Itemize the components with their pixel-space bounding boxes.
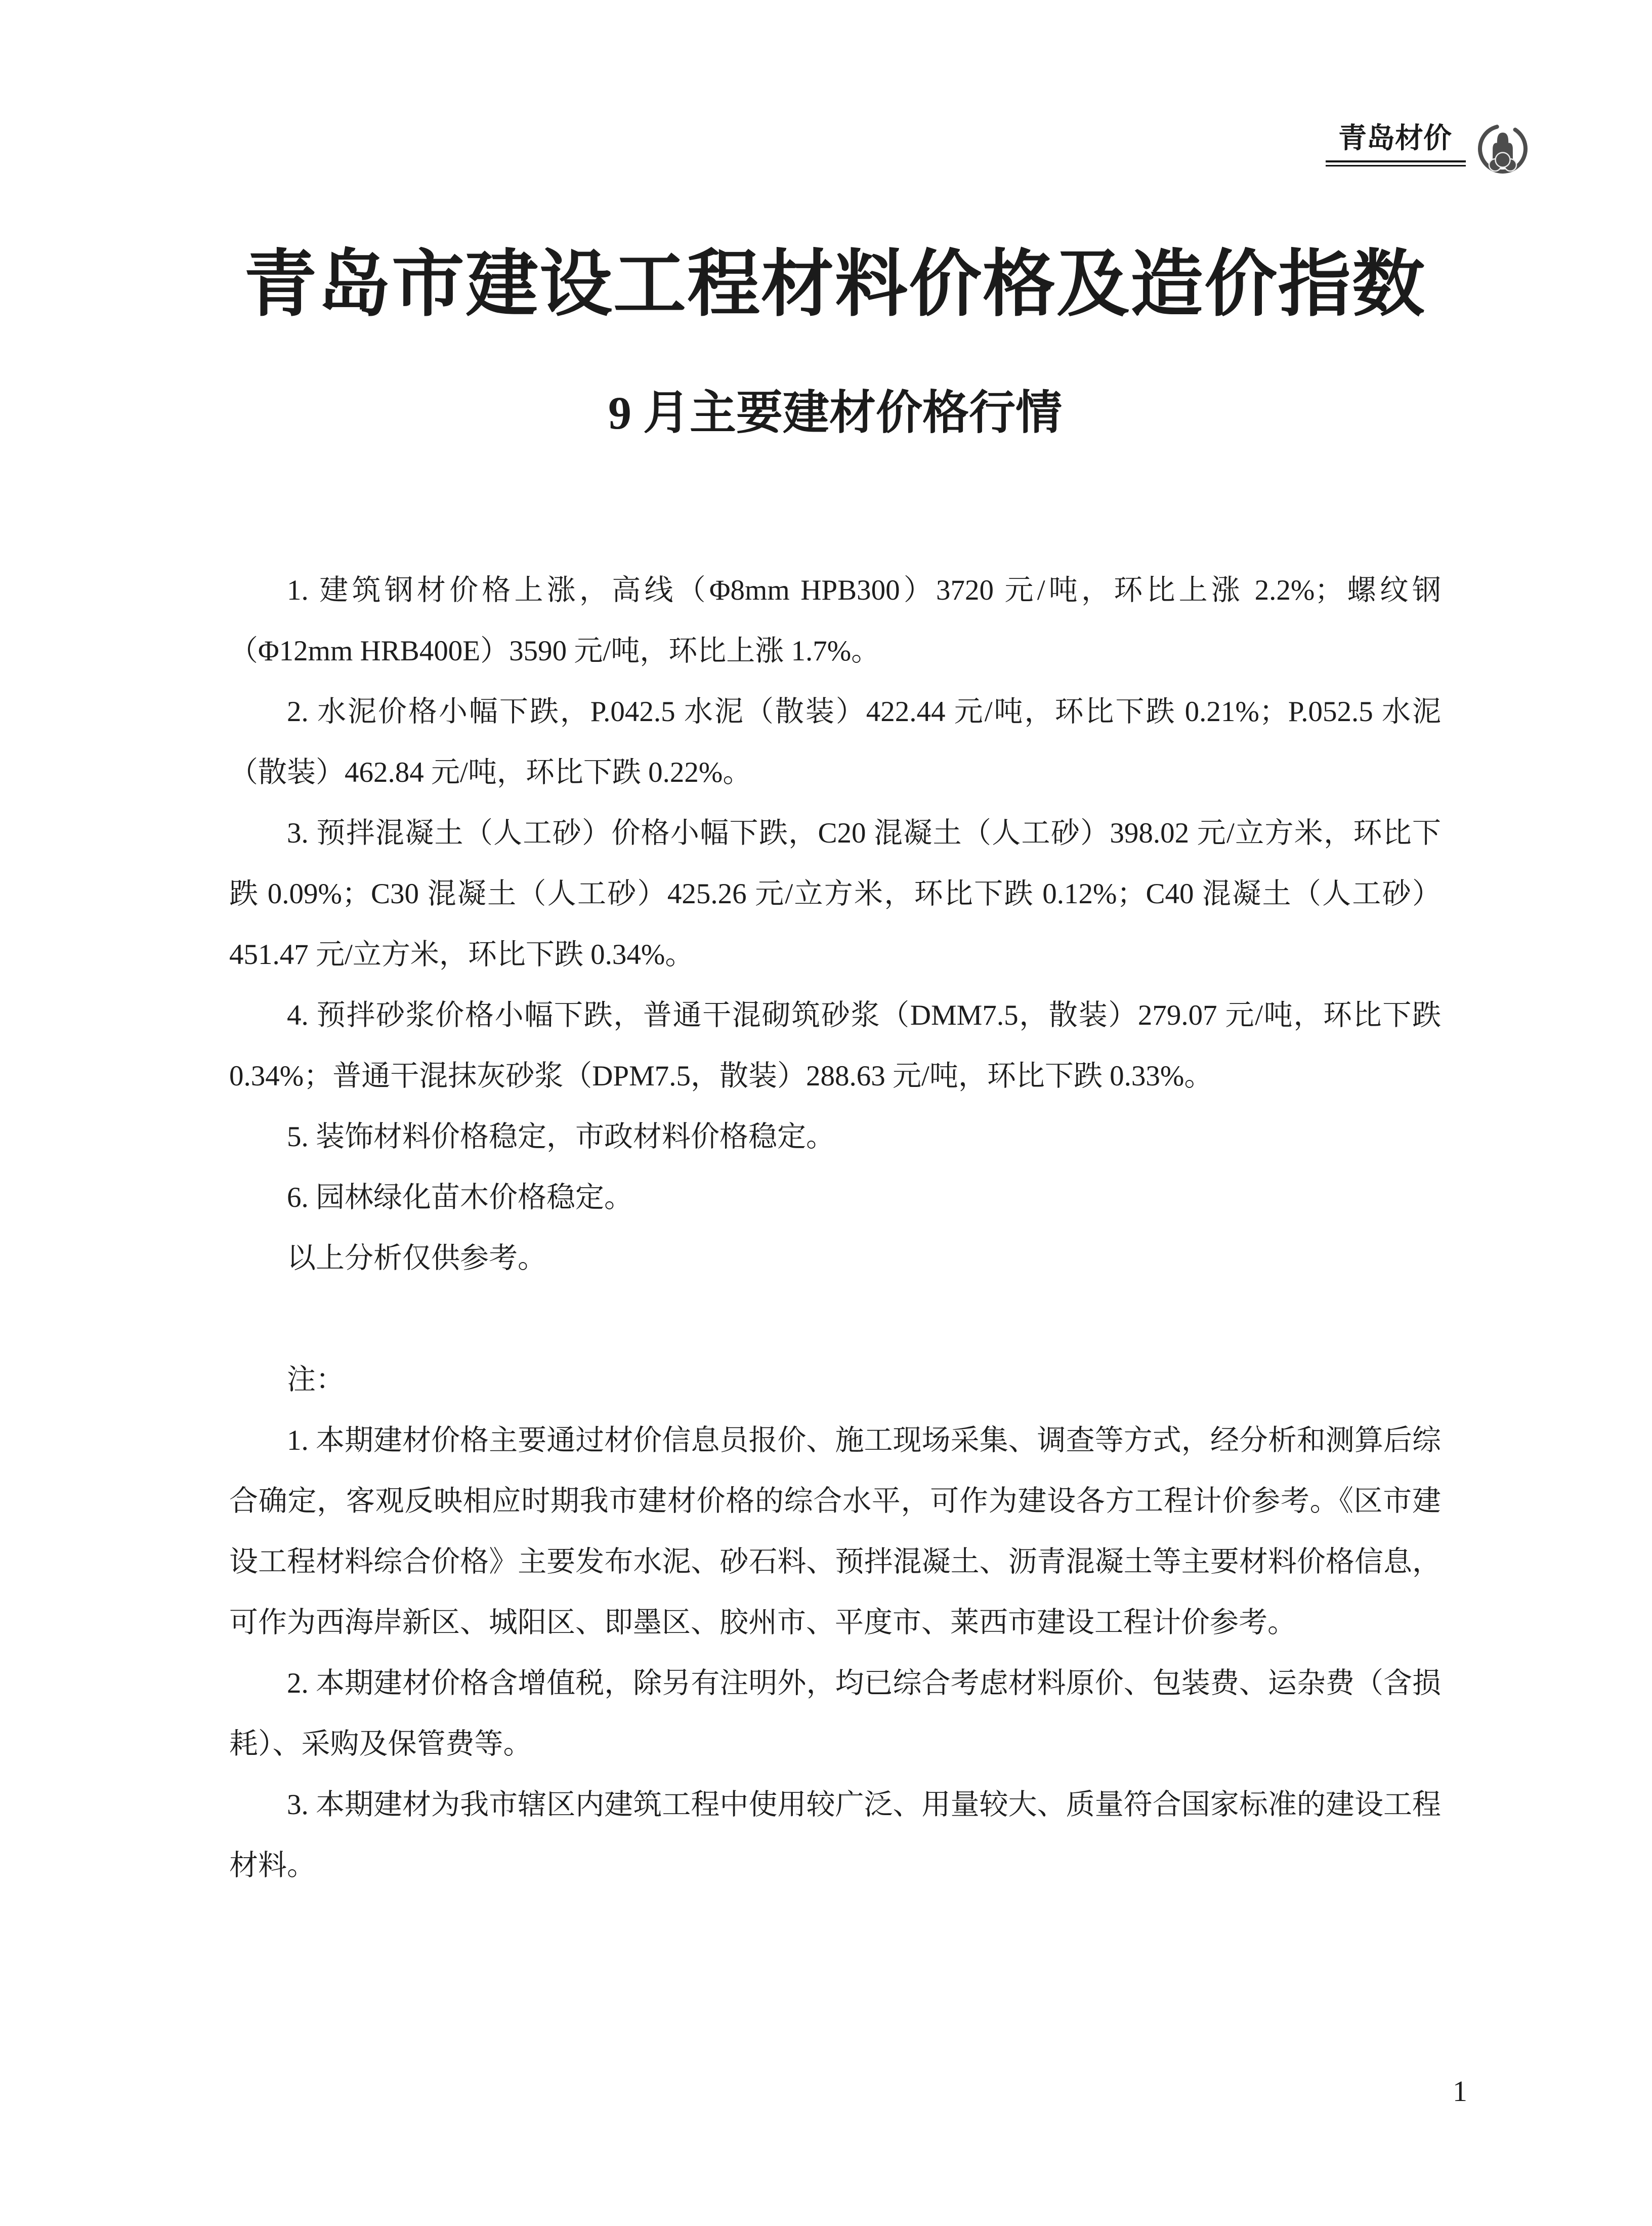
page-number: 1	[1453, 2075, 1467, 2108]
analysis-paragraph-garden: 6. 园林绿化苗木价格稳定。	[287, 1182, 633, 1213]
analysis-paragraph-concrete: 3. 预拌混凝土（人工砂）价格小幅下跌，C20 混凝土（人工砂）398.02 元/立方米，环比下跌 0.09%；C30 混凝土（人工砂）425.26 元/立方米，环比下跌 0.12%；C40 混凝土（人工砂）451.47 元/立方米，环比下跌 0.34%。	[229, 817, 1441, 971]
page-subtitle: 9 月主要建材价格行情	[608, 387, 1062, 439]
masthead-brand: 青岛材价	[1338, 122, 1452, 154]
analysis-paragraph-steel: 1. 建筑钢材价格上涨，高线（Φ8mm HPB300）3720 元/吨，环比上涨 2.2%；螺纹钢（Φ12mm HRB400E）3590 元/吨，环比上涨 1.7%。	[229, 574, 1441, 667]
analysis-paragraph-mortar: 4. 预拌砂浆价格小幅下跌，普通干混砌筑砂浆（DMM7.5，散装）279.07 元/吨，环比下跌 0.34%；普通干混抹灰砂浆（DPM7.5，散装）288.63 元/吨，环比下跌 0.33%。	[229, 999, 1441, 1092]
analysis-paragraph-decor: 5. 装饰材料价格稳定，市政材料价格稳定。	[287, 1121, 835, 1153]
masthead-double-underline	[1326, 160, 1466, 166]
page-title: 青岛市建设工程材料价格及造价指数	[243, 243, 1426, 325]
note-item-2: 2. 本期建材价格含增值税，除另有注明外，均已综合考虑材料原价、包装费、运杂费（含损耗）、采购及保管费等。	[229, 1667, 1441, 1760]
analysis-paragraph-cement: 2. 水泥价格小幅下跌，P.042.5 水泥（散装）422.44 元/吨，环比下跌 0.21%；P.052.5 水泥（散装）462.84 元/吨，环比下跌 0.22%。	[229, 696, 1441, 788]
notes-label: 注：	[287, 1364, 345, 1396]
document-body	[229, 560, 1441, 1896]
note-item-3: 3. 本期建材为我市辖区内建筑工程中使用较广泛、用量较大、质量符合国家标准的建设工程材料。	[229, 1789, 1441, 1881]
analysis-disclaimer: 以上分析仅供参考。	[287, 1242, 546, 1274]
note-item-1: 1. 本期建材价格主要通过材价信息员报价、施工现场采集、调查等方式，经分析和测算后综合确定，客观反映相应时期我市建材价格的综合水平，可作为建设各方工程计价参考。《区市建设工程材料综合价格》主要发布水泥、砂石料、预拌混凝土、沥青混凝土等主要材料价格信息，可作为西海岸新区、城阳区、即墨区、胶州市、平度市、莱西市建设工程计价参考。	[229, 1424, 1441, 1639]
pipes-in-circle-logo-icon	[1476, 121, 1529, 175]
